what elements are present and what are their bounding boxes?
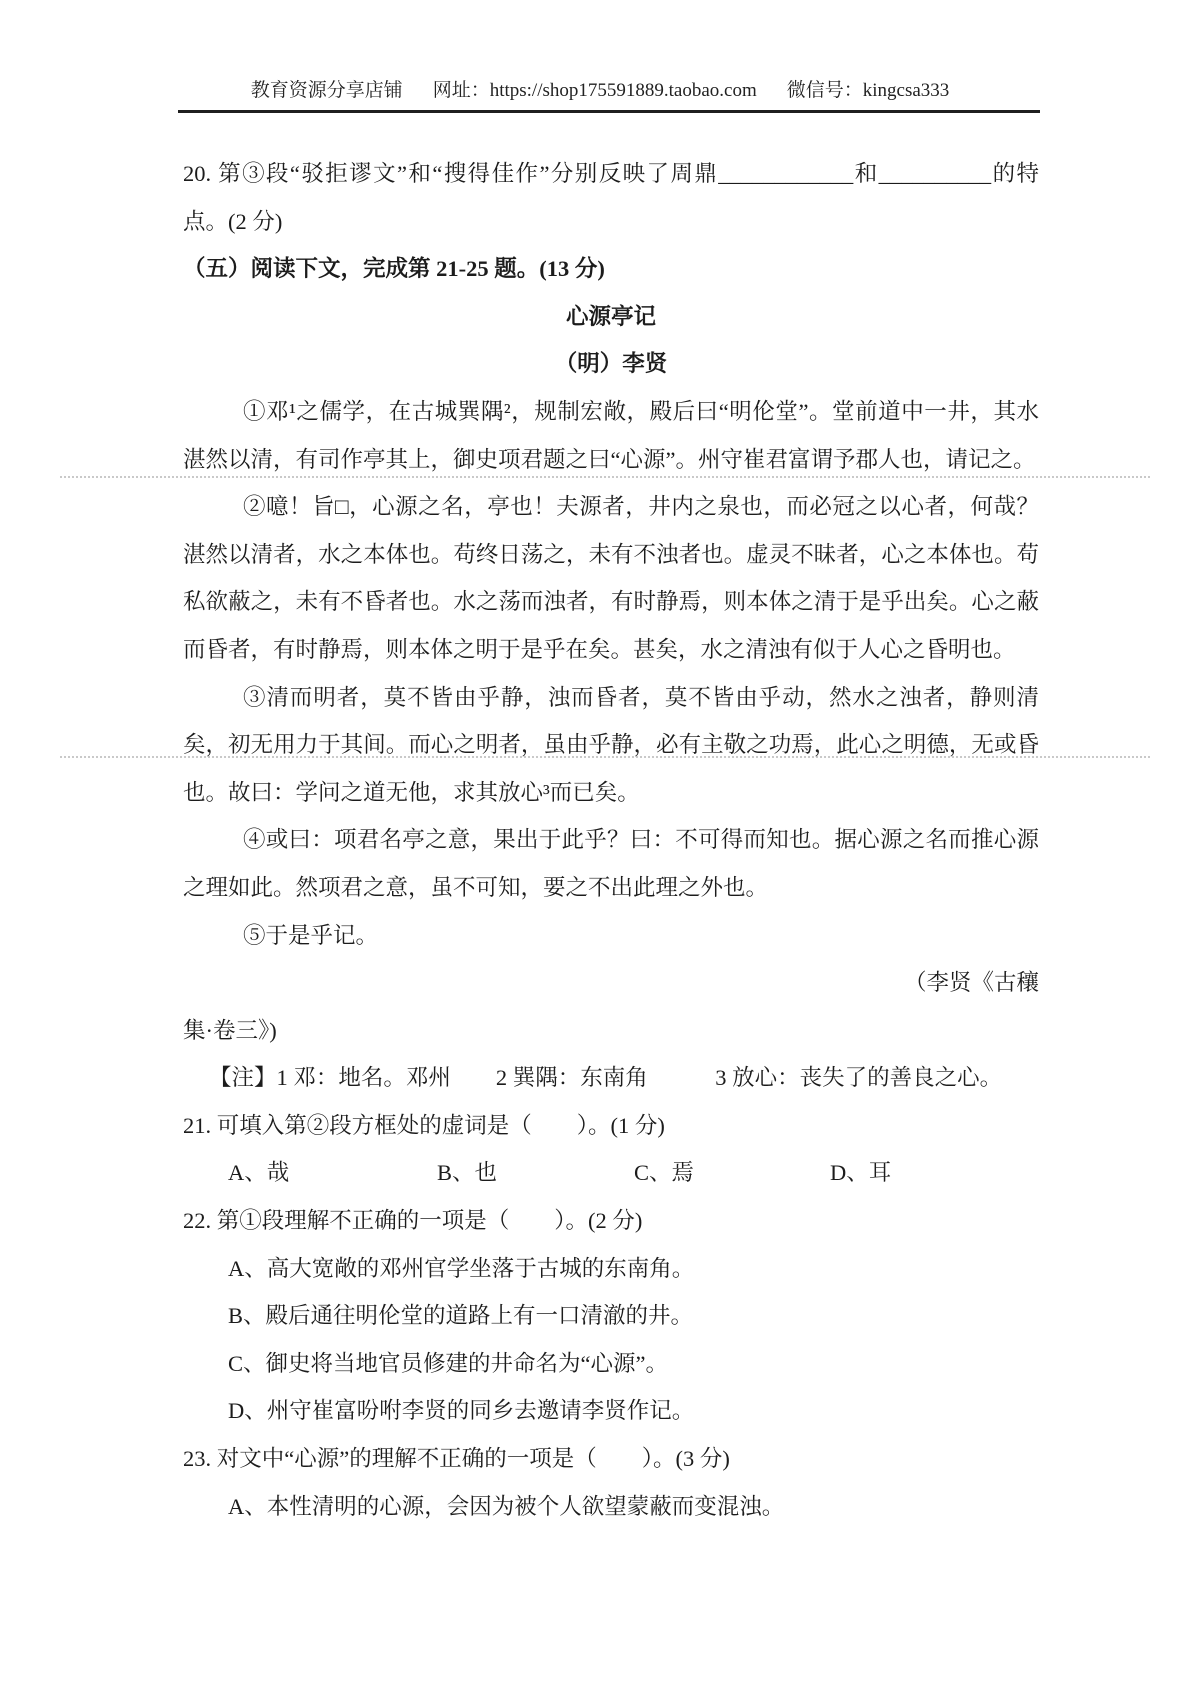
header-wechat-id: 微信号：kingcsa333 xyxy=(786,80,950,101)
essay-title: 心源亭记 xyxy=(565,303,656,329)
page-header xyxy=(0,80,1200,102)
essay-source-line-2: 集·卷三》) xyxy=(183,1017,277,1043)
essay-paragraph-3: ③清而明者，莫不皆由乎静，浊而昏者，莫不皆由乎动，然水之浊者，静则清矣，初无用力于其间。而心之明者，虽由乎静，必有主敬之功焉，此心之明德，无或昏也。故曰：学问之道无他，求其放心³而已矣。 xyxy=(183,684,1039,805)
question-22-stem: 22. 第①段理解不正确的一项是（ ）。(2 分) xyxy=(183,1208,643,1234)
question-21-option-b: B、也 xyxy=(437,1160,498,1186)
section-5-heading: （五）阅读下文，完成第 21-25 题。(13 分) xyxy=(183,256,605,282)
essay-paragraph-4: ④或曰：项君名亭之意，果出于此乎？曰：不可得而知也。据心源之名而推心源之理如此。然项君之意，虽不可知，要之不出此理之外也。 xyxy=(183,827,1039,900)
question-23-option-a: A、本性清明的心源，会因为被个人欲望蒙蔽而变混浊。 xyxy=(228,1493,785,1519)
question-22-option-c: C、御史将当地官员修建的井命名为“心源”。 xyxy=(228,1350,668,1376)
header-rule xyxy=(178,110,1040,113)
question-21-option-a: A、哉 xyxy=(228,1160,290,1186)
essay-paragraph-1: ①邓¹之儒学，在古城巽隅²，规制宏敞，殿后曰“明伦堂”。堂前道中一井，其水湛然以清，有司作亭其上，御史项君题之曰“心源”。州守崔君富谓予郡人也，请记之。 xyxy=(183,398,1039,472)
essay-source-line-1: （李贤《古穰 xyxy=(903,970,1039,996)
essay-footnotes: 【注】1 邓：地名。邓州 2 巽隅：东南角 3 放心：丧失了的善良之心。 xyxy=(209,1065,1003,1091)
header-shop-name: 教育资源分享店铺 xyxy=(250,80,403,101)
header-site-url: 网址：https://shop175591889.taobao.com xyxy=(432,80,757,101)
question-22-option-b: B、殿后通往明伦堂的道路上有一口清澈的井。 xyxy=(228,1303,694,1329)
question-22-option-d: D、州守崔富吩咐李贤的同乡去邀请李贤作记。 xyxy=(228,1398,695,1424)
exam-body xyxy=(183,150,1039,1530)
question-22-option-a: A、高大宽敞的邓州官学坐落于古城的东南角。 xyxy=(228,1255,695,1281)
question-21-option-c: C、焉 xyxy=(634,1160,695,1186)
question-21-option-d: D、耳 xyxy=(830,1160,892,1186)
question-20: 20. 第③段“驳拒谬文”和“搜得佳作”分别反映了周鼎____________和__________的特点。(2 分) xyxy=(183,161,1039,234)
question-23-stem: 23. 对文中“心源”的理解不正确的一项是（ ）。(3 分) xyxy=(183,1446,730,1472)
question-21-stem: 21. 可填入第②段方框处的虚词是（ ）。(1 分) xyxy=(183,1112,665,1138)
essay-paragraph-5: ⑤于是乎记。 xyxy=(243,922,379,948)
question-21-options xyxy=(183,1149,1039,1197)
essay-author: （明）李贤 xyxy=(554,351,668,377)
essay-paragraph-2: ②噫！旨□，心源之名，亭也！夫源者，井内之泉也，而必冠之以心者，何哉？湛然以清者，水之本体也。苟终日荡之，未有不浊者也。虚灵不昧者，心之本体也。苟私欲蔽之，未有不昏者也。水之荡而浊者，有时静焉，则本体之清于是乎出矣。心之蔽而昏者，有时静焉，则本体之明于是乎在矣。甚矣，水之清浊有似于人心之昏明也。 xyxy=(183,494,1039,662)
